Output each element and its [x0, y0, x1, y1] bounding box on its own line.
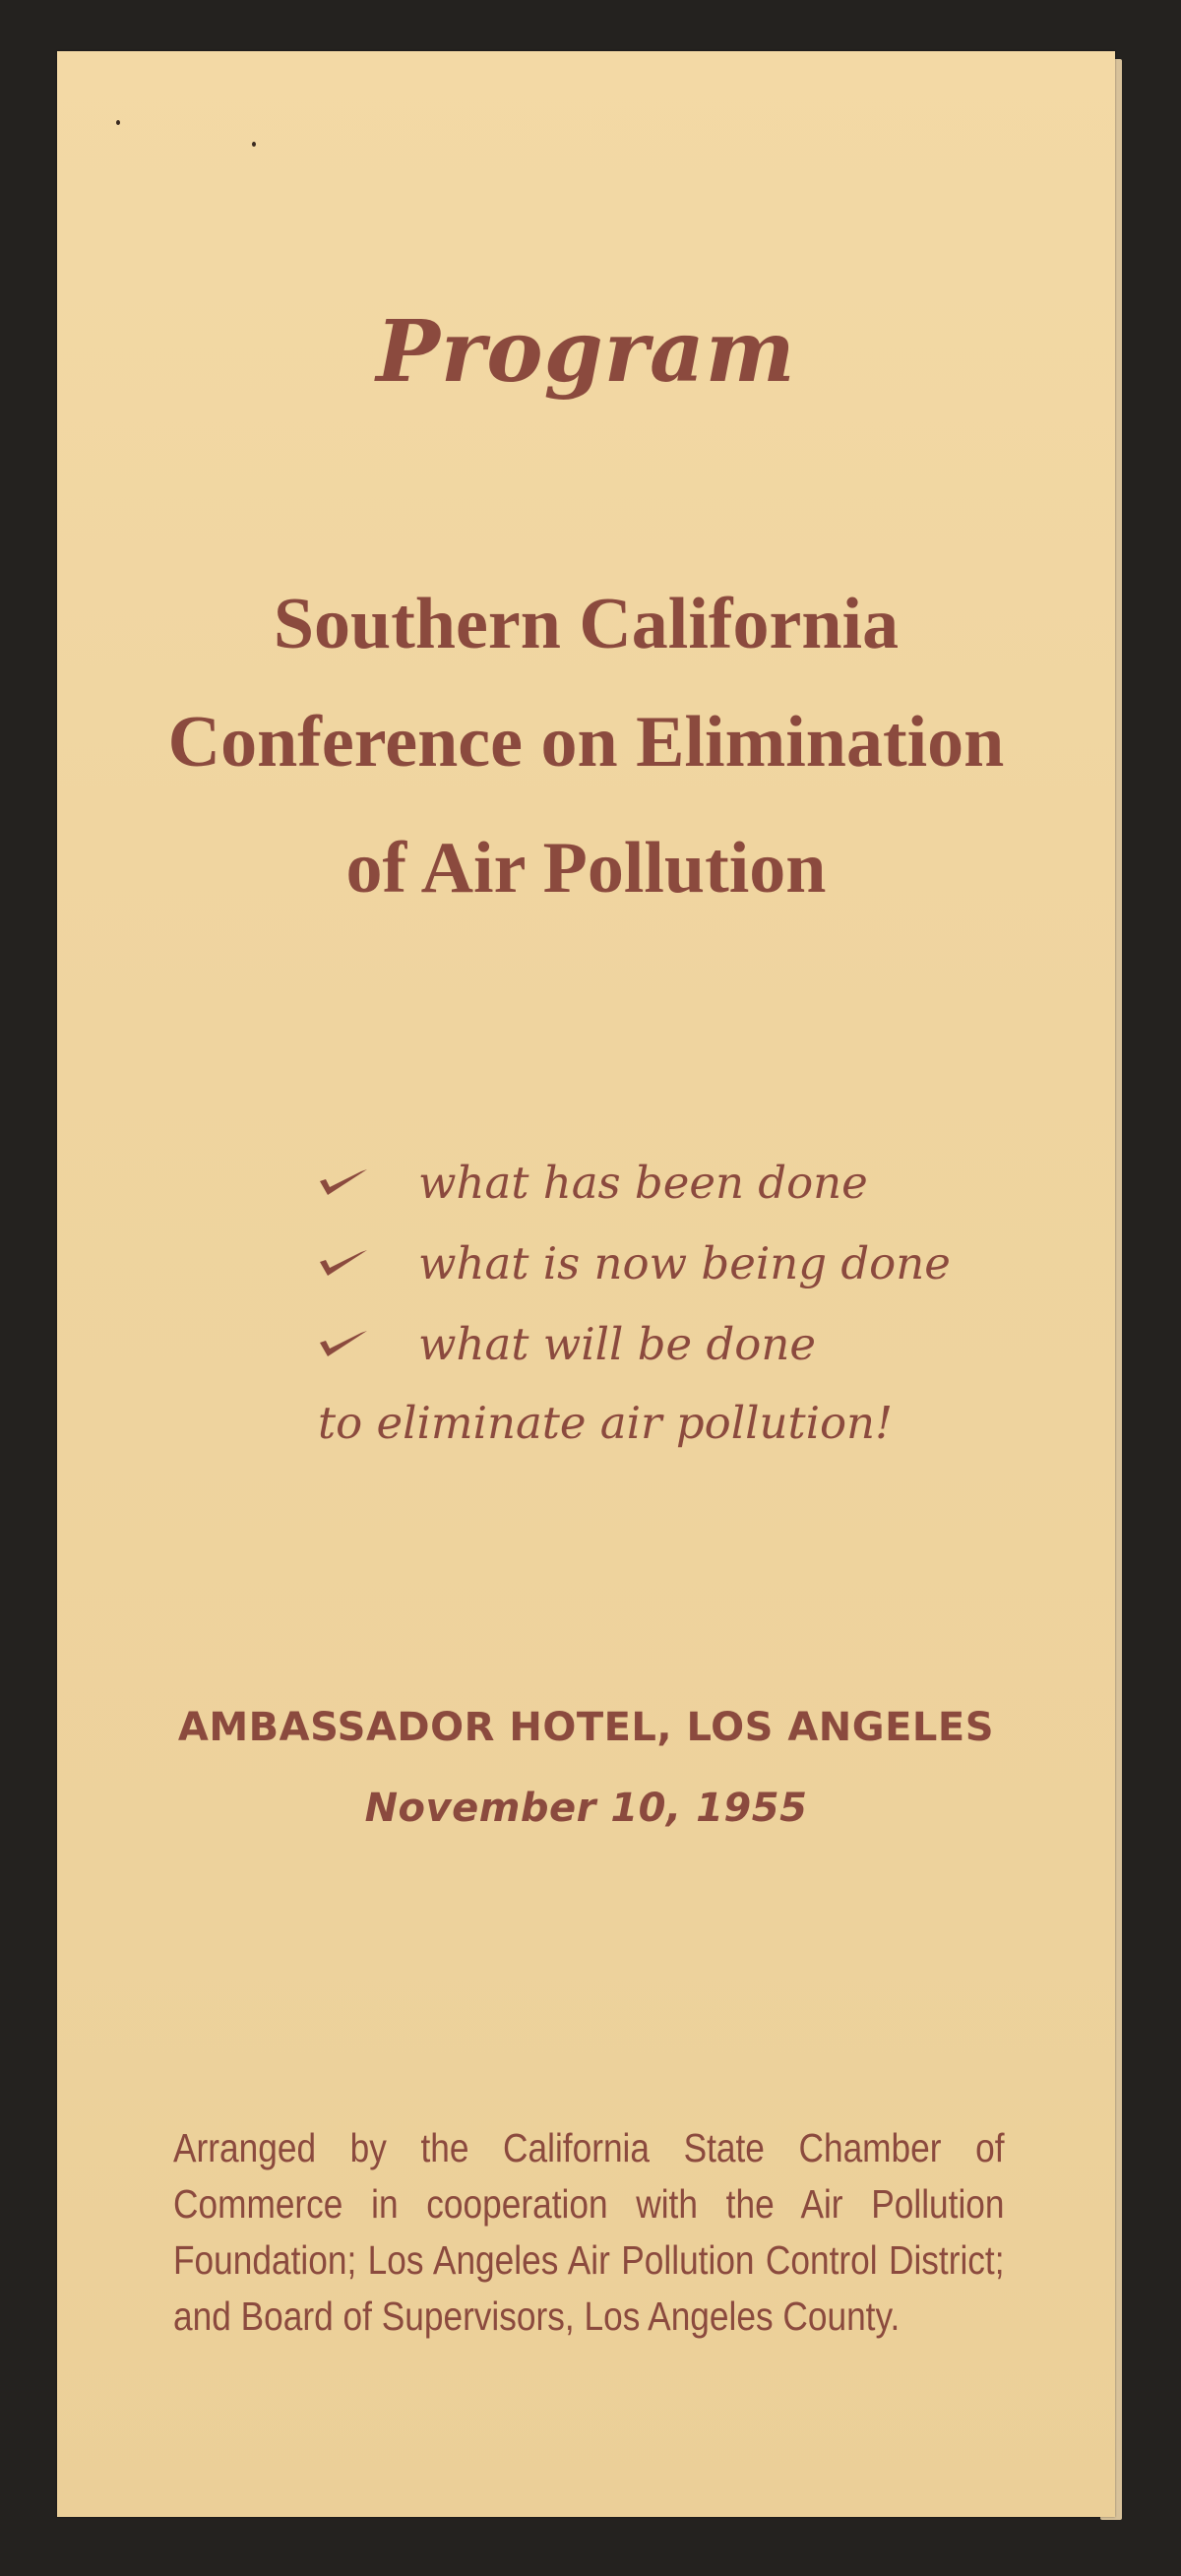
program-title: Program: [376, 302, 796, 402]
checklist-item-text: what is now being done: [418, 1236, 951, 1289]
checklist-item: [318, 1303, 1066, 1384]
checkmark-icon: [318, 1165, 369, 1199]
program-pamphlet: [57, 51, 1115, 2517]
checklist-item-text: what has been done: [418, 1156, 868, 1209]
conference-title-line-3: of Air Pollution: [345, 828, 827, 909]
conference-title-line-2: Conference on Elimination: [167, 702, 1005, 783]
arranged-by-note: Arranged by the California State Chamber of Commerce in cooperation with the Air Pollution Foundation; Los Angeles Air Pollution Control District; and Board of Supervisors, Los Angeles County.: [173, 2125, 1005, 2339]
checklist: [318, 1142, 1066, 1384]
closing-line: to eliminate air pollution!: [318, 1397, 894, 1449]
checklist-item: [318, 1223, 1066, 1303]
paper-speck: [116, 120, 120, 125]
checklist-item: [318, 1142, 1066, 1223]
event-date: November 10, 1955: [364, 1786, 808, 1831]
venue: AMBASSADOR HOTEL, LOS ANGELES: [177, 1705, 995, 1750]
conference-title-line-1: Southern California: [273, 584, 900, 664]
checkmark-icon: [318, 1246, 369, 1280]
checklist-item-text: what will be done: [418, 1317, 816, 1370]
paper-speck: [252, 142, 256, 147]
checkmark-icon: [318, 1327, 369, 1360]
